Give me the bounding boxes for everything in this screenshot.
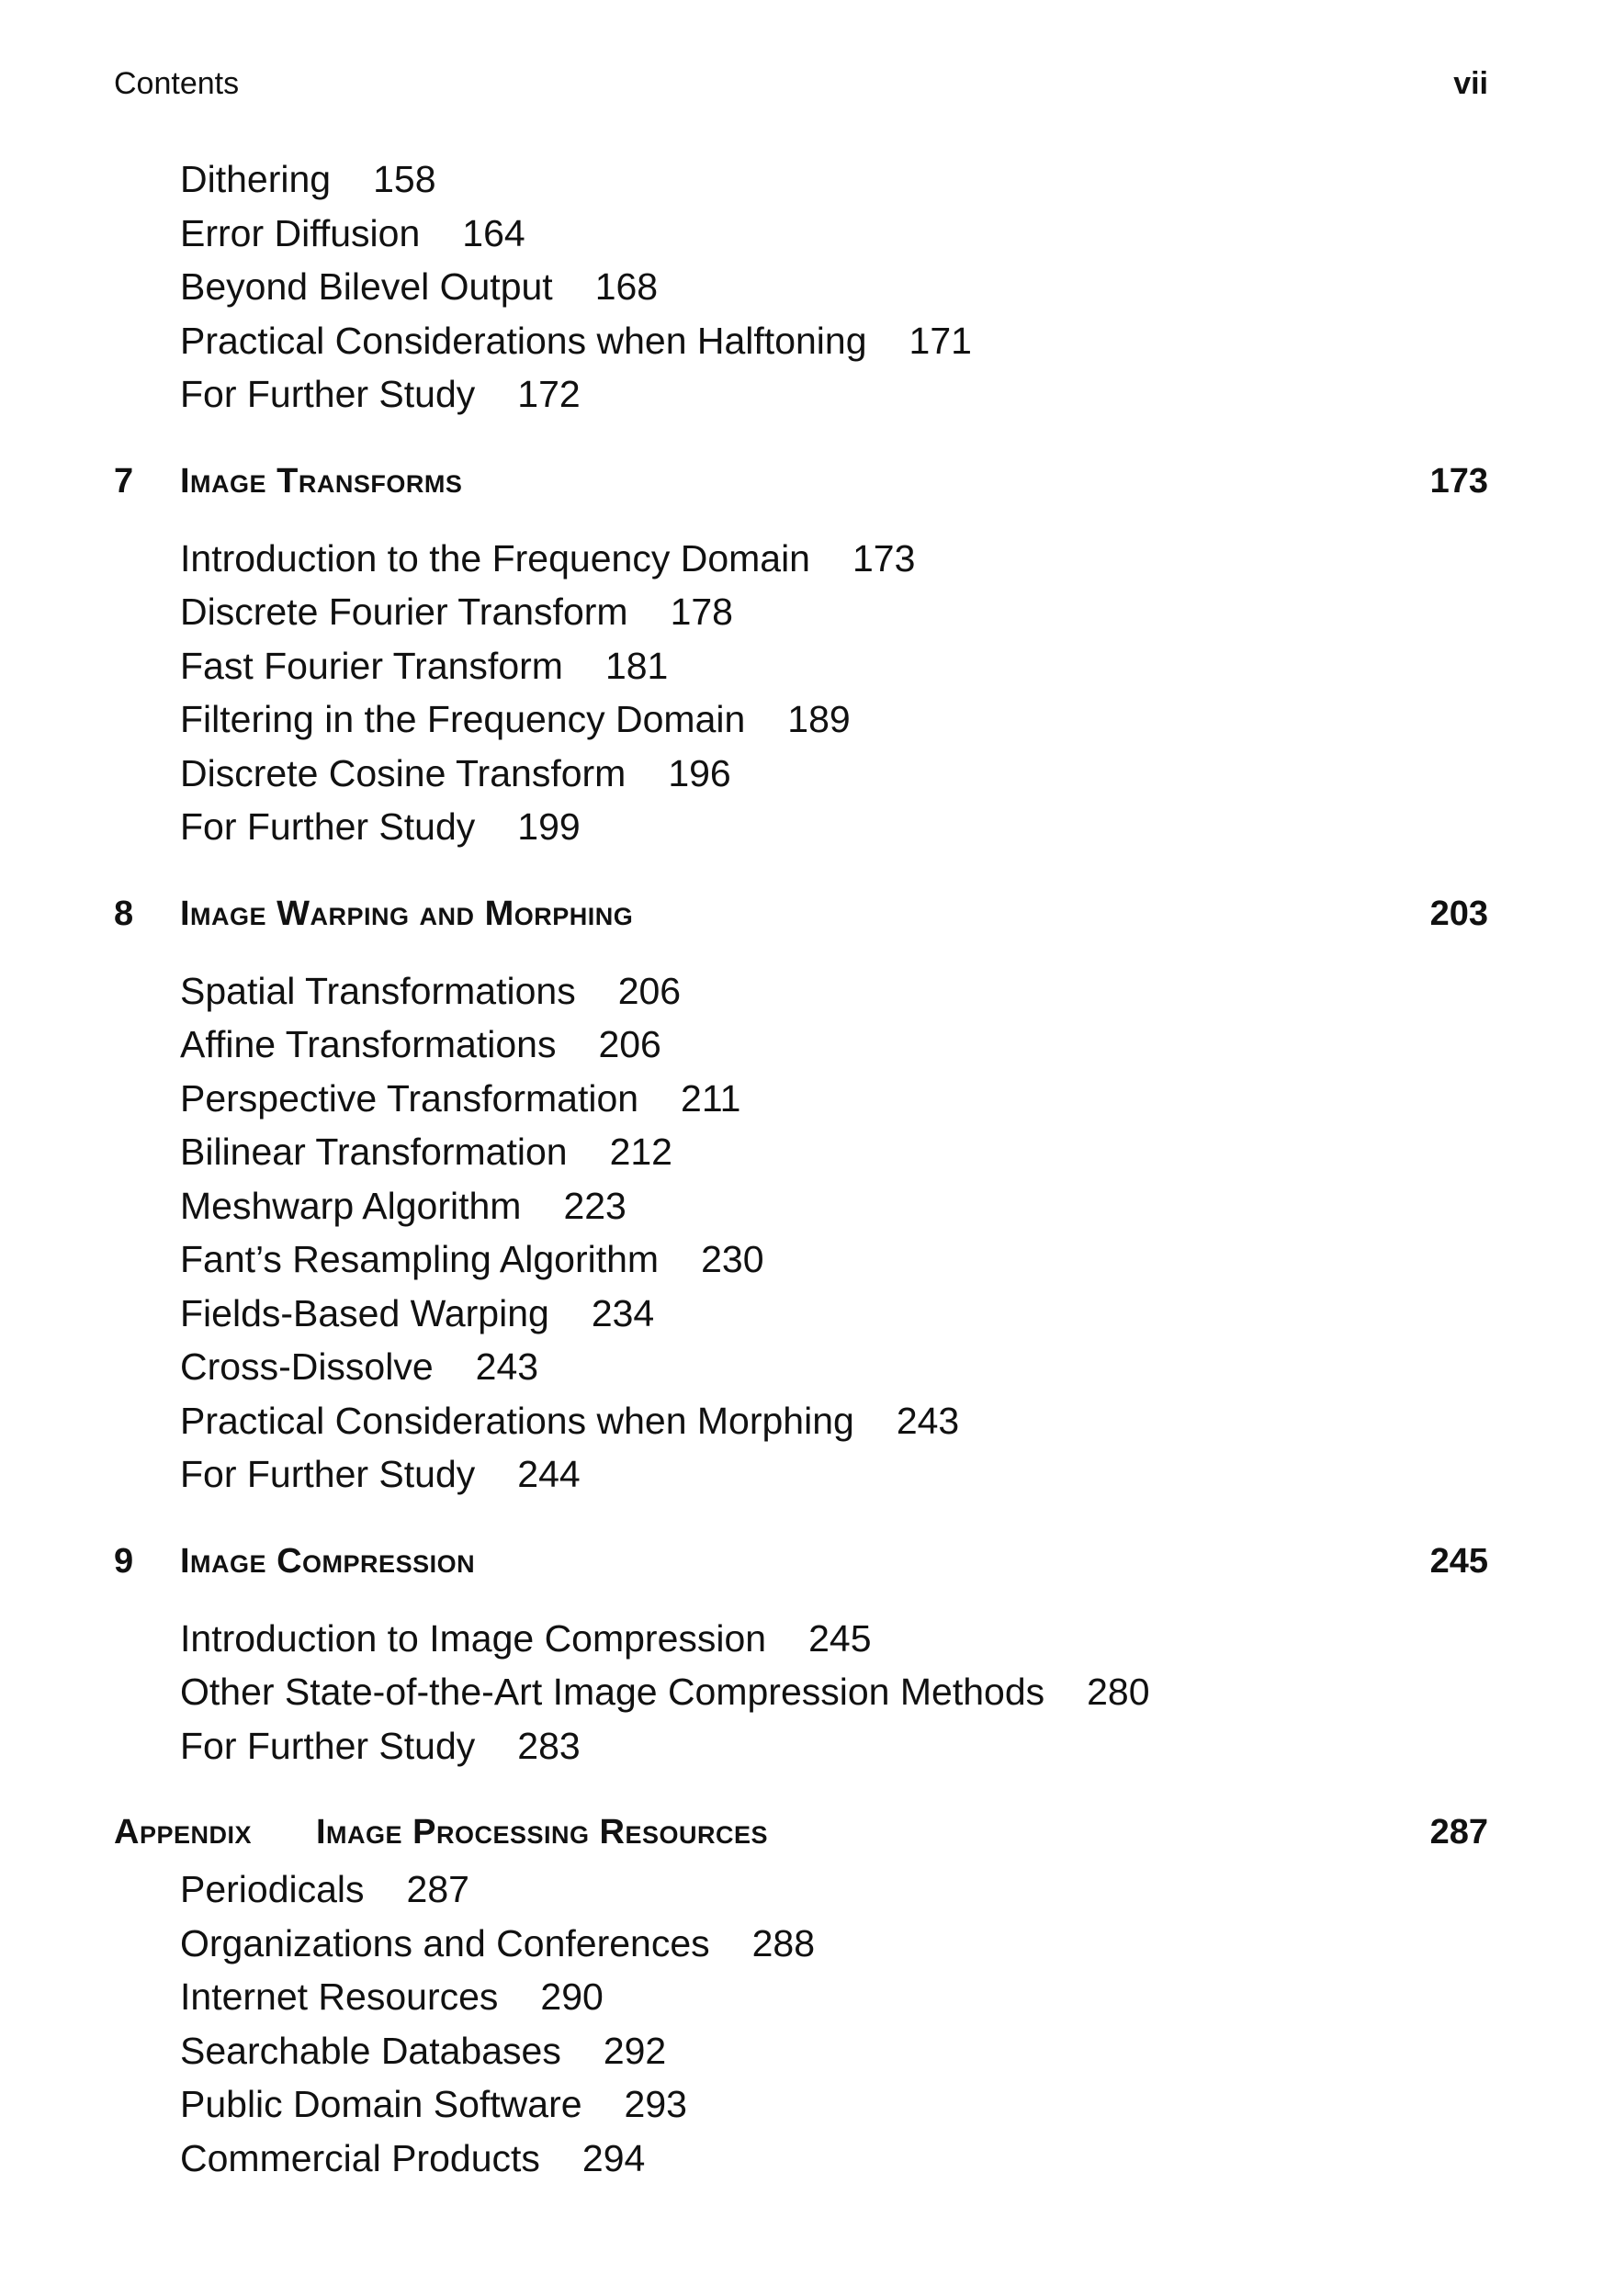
toc-entry [180, 1018, 1488, 1072]
toc-entry-title: Internet Resources [180, 1975, 499, 2018]
toc-entry-page: 234 [591, 1291, 655, 1334]
page-folio: vii [1453, 66, 1488, 101]
chapter-heading-7 [114, 462, 1488, 512]
toc-entry-page: 290 [540, 1975, 604, 2018]
toc-entry-page: 206 [617, 969, 682, 1012]
toc-entry-title: Dithering [180, 158, 332, 200]
toc-entry [180, 1719, 1488, 1773]
toc-entry-page: 293 [624, 2083, 687, 2125]
toc-entry-title: For Further Study [180, 1724, 476, 1767]
toc-entry-page: 245 [808, 1616, 872, 1660]
toc-entry-page: 172 [517, 373, 581, 415]
chapter-page: 245 [1429, 1541, 1488, 1581]
toc-entry [180, 2024, 1488, 2078]
toc-entry-page: 189 [787, 698, 851, 740]
toc-entry [180, 964, 1488, 1019]
toc-entry-title: Introduction to Image Compression [180, 1616, 767, 1660]
appendix-page: 287 [1429, 1813, 1488, 1851]
toc-entry-title: Fields-Based Warping [180, 1291, 549, 1334]
toc-entry [180, 1125, 1488, 1179]
toc-entry-page: 294 [581, 2136, 646, 2179]
table-of-contents [114, 152, 1488, 2185]
toc-entry-page: 230 [701, 1238, 764, 1280]
toc-entry-page: 181 [604, 644, 669, 687]
chapter-page: 173 [1429, 461, 1488, 501]
chapter-title: Image Warping and Morphing [180, 894, 634, 933]
toc-entry [180, 532, 1488, 586]
toc-entry-title: Filtering in the Frequency Domain [180, 698, 746, 740]
toc-entry-page: 164 [462, 211, 525, 254]
toc-entry-title: Error Diffusion [180, 211, 421, 254]
toc-entry-page: 212 [609, 1131, 672, 1173]
chapter-number: 7 [114, 461, 134, 501]
toc-entry-title: Cross-Dissolve [180, 1345, 434, 1388]
chapter-heading-9 [114, 1542, 1488, 1592]
toc-entry-page: 168 [594, 265, 659, 308]
toc-entry [180, 314, 1488, 368]
toc-entry-title: Fast Fourier Transform [180, 644, 563, 687]
toc-entry [180, 585, 1488, 639]
toc-entry [180, 692, 1488, 747]
toc-entry [180, 1447, 1488, 1502]
toc-entry-page: 280 [1087, 1671, 1150, 1713]
toc-entry-title: Discrete Cosine Transform [180, 751, 627, 794]
toc-entry [180, 1179, 1488, 1233]
toc-entry-page: 158 [373, 158, 436, 200]
chapter-number: 9 [114, 1541, 134, 1581]
toc-entry [180, 800, 1488, 854]
running-head [114, 66, 1488, 112]
toc-entry-title: Introduction to the Frequency Domain [180, 536, 810, 580]
toc-entry-title: Beyond Bilevel Output [180, 265, 553, 308]
chapter-title: Image Transforms [180, 461, 463, 501]
toc-entry-page: 199 [517, 805, 581, 848]
toc-entry-title: Affine Transformations [180, 1023, 557, 1065]
toc-entry [180, 1863, 1488, 1917]
toc-entry-title: For Further Study [180, 1453, 476, 1495]
toc-entry-page: 178 [670, 591, 733, 633]
toc-entry [180, 1072, 1488, 1126]
toc-entry [180, 152, 1488, 207]
toc-entry-page: 283 [517, 1724, 581, 1767]
toc-entry-title: For Further Study [180, 805, 476, 848]
toc-entry [180, 639, 1488, 693]
toc-entry-title: Searchable Databases [180, 2029, 561, 2072]
toc-entry [180, 2132, 1488, 2186]
toc-entry-page: 287 [406, 1868, 469, 1910]
toc-entry-page: 206 [598, 1023, 661, 1065]
toc-entry-title: Fant’s Resampling Algorithm [180, 1238, 660, 1280]
toc-entry [180, 1394, 1488, 1448]
toc-entry-title: Practical Considerations when Halftoning [180, 319, 867, 362]
toc-entry [180, 1917, 1488, 1971]
toc-entry-title: Bilinear Transformation [180, 1131, 568, 1173]
toc-entry-page: 196 [668, 751, 731, 794]
toc-entry-page: 173 [852, 536, 916, 580]
chapter-number: 8 [114, 894, 134, 933]
toc-entry-title: Commercial Products [180, 2136, 540, 2179]
toc-entry-page: 288 [751, 1921, 816, 1964]
toc-entry-page: 223 [563, 1184, 627, 1227]
toc-entry [180, 207, 1488, 261]
toc-entry [180, 1340, 1488, 1394]
chapter-page: 203 [1429, 894, 1488, 933]
toc-entry-page: 211 [681, 1076, 741, 1120]
toc-entry [180, 1665, 1488, 1719]
toc-entry [180, 1612, 1488, 1666]
toc-entry [180, 1232, 1488, 1287]
toc-entry-page: 243 [896, 1399, 960, 1442]
chapter-heading-8 [114, 895, 1488, 944]
toc-entry [180, 260, 1488, 314]
appendix-heading [114, 1813, 1488, 1863]
toc-entry [180, 1970, 1488, 2024]
toc-entry [180, 747, 1488, 801]
toc-entry-title: Other State-of-the-Art Image Compression Methods [180, 1671, 1045, 1713]
toc-entry-page: 244 [517, 1453, 581, 1495]
toc-entry-title: Periodicals [180, 1868, 365, 1910]
running-head-title: Contents [114, 66, 240, 101]
appendix-label: Appendix [114, 1813, 252, 1851]
toc-entry-title: Spatial Transformations [180, 969, 576, 1012]
toc-entry-title: Meshwarp Algorithm [180, 1184, 522, 1227]
toc-entry-page: 243 [475, 1345, 539, 1388]
toc-entry [180, 1287, 1488, 1341]
chapter-title: Image Compression [180, 1541, 476, 1581]
toc-entry-title: Perspective Transformation [180, 1076, 639, 1120]
toc-entry-page: 292 [603, 2029, 667, 2072]
toc-entry-title: For Further Study [180, 373, 476, 415]
toc-entry-title: Practical Considerations when Morphing [180, 1399, 854, 1442]
appendix-title: Image Processing Resources [316, 1813, 769, 1851]
toc-entry-page: 171 [909, 319, 972, 362]
toc-entry [180, 2077, 1488, 2132]
toc-entry-title: Public Domain Software [180, 2083, 582, 2125]
toc-entry-title: Discrete Fourier Transform [180, 591, 628, 633]
toc-entry-title: Organizations and Conferences [180, 1921, 710, 1964]
toc-entry [180, 367, 1488, 422]
